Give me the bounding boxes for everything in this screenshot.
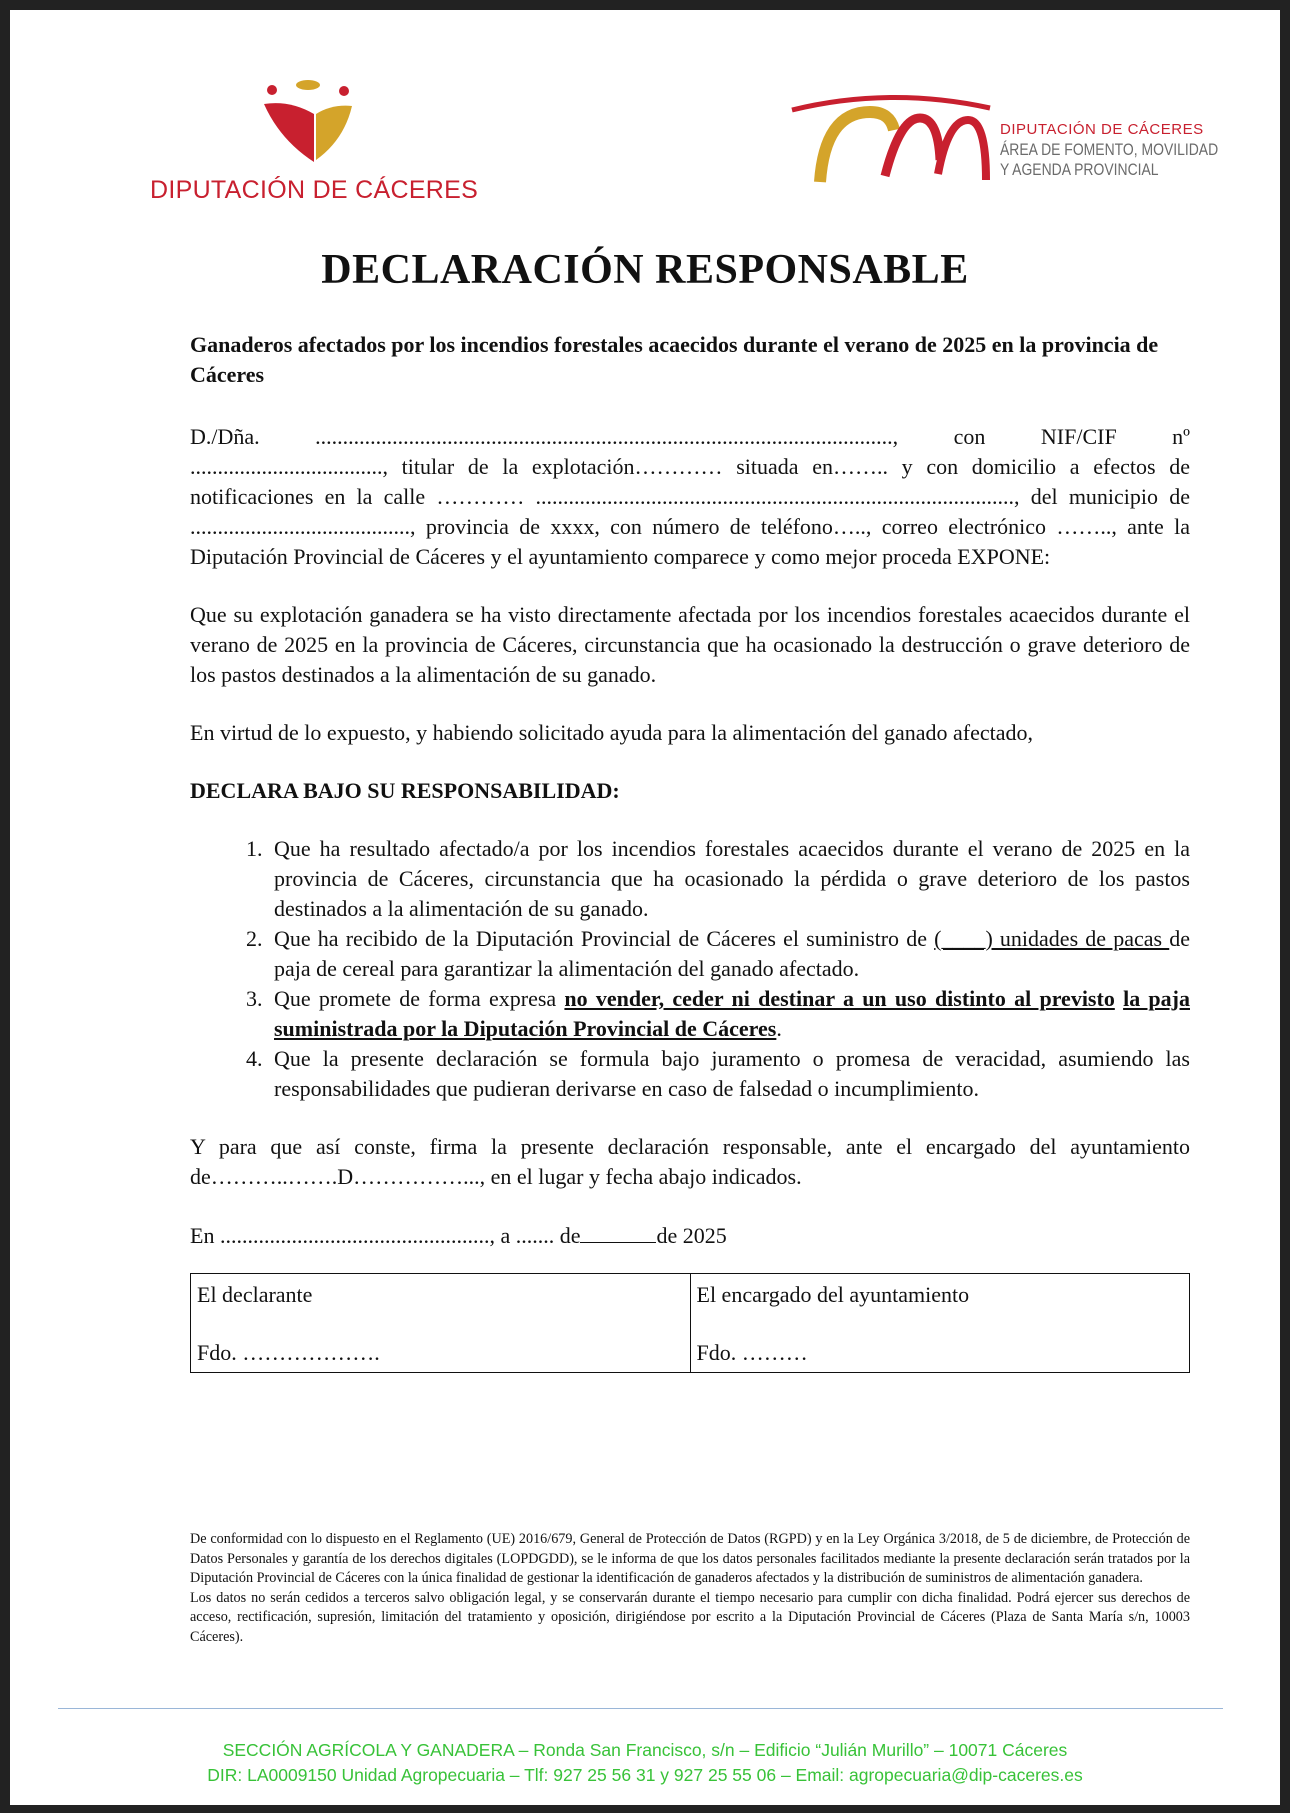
list-item <box>268 924 1190 984</box>
item-2-text-b: de paja de cereal para garantizar la alimentación del ganado afectado. <box>274 926 1190 981</box>
official-label: El encargado del ayuntamiento <box>696 1282 970 1307</box>
privacy-notice <box>190 1530 1190 1648</box>
expone-paragraph: Que su explotación ganadera se ha visto directamente afectada por los incendios forestales acaecidos durante el verano de 2025 en la provincia de Cáceres, circunstancia que ha ocasionado la destrucción o grave deterioro de los pastos destinados a la alimentación de su ganado. <box>190 602 1190 687</box>
document-page <box>10 10 1280 1805</box>
signature-cell-declarant[interactable] <box>191 1274 691 1373</box>
footer-line-1: SECCIÓN AGRÍCOLA Y GANADERA – Ronda San Francisco, s/n – Edificio “Julián Murillo” – 10071 Cáceres <box>222 1740 1068 1760</box>
place-date-prefix: En ................................................., a ....... de <box>190 1223 581 1248</box>
item-3-text-a: Que promete de forma expresa <box>274 986 565 1011</box>
item-4-text: Que la presente declaración se formula bajo juramento o promesa de veracidad, asumiendo las responsabilidades que pudieran derivarse en caso de falsedad o incumplimiento. <box>274 1046 1190 1101</box>
declaration-list <box>190 834 1190 1104</box>
logo-right-line2: ÁREA DE FOMENTO, MOVILIDAD <box>1000 140 1219 159</box>
item-2-text-a: Que ha recibido de la Diputación Provincial de Cáceres el suministro de <box>274 926 935 951</box>
intro-paragraph: D./Dña. ........................................................................................................., con NIF/CIF nº ..................................., titular de la explotación………… situada en…….. y con domicilio a efectos de notificaciones en la calle ………… ......................................................................................., del municipio de ........................................, provincia de xxxx, con número de teléfono….., correo electrónico …….., ante la Diputación Provincial de Cáceres y el ayuntamiento comparece y como mejor proceda EXPONE: <box>190 424 1190 569</box>
month-blank[interactable] <box>580 1220 656 1243</box>
diputacion-logo-icon <box>260 80 360 168</box>
list-item <box>268 1044 1190 1104</box>
signature-cell-official[interactable] <box>690 1274 1190 1373</box>
footer-line-2: DIR: LA0009150 Unidad Agropecuaria – Tlf: 927 25 56 31 y 927 25 55 06 – Email: agropecuaria@dip-caceres.es <box>207 1765 1083 1785</box>
official-signature-line: Fdo. ……… <box>696 1340 808 1365</box>
item-3-text-b: . <box>776 1016 782 1041</box>
area-fomento-logo <box>790 90 1219 200</box>
logo-right-text <box>1000 120 1266 180</box>
list-item <box>268 834 1190 924</box>
document-body <box>190 330 1190 1373</box>
item-3-emphasis-1: no vender, ceder ni destinar a un uso distinto al previsto <box>564 986 1115 1011</box>
privacy-paragraph-1: De conformidad con lo dispuesto en el Reglamento (UE) 2016/679, General de Protección de Datos (RGPD) y en la Ley Orgánica 3/2018, de 5 de diciembre, de Protección de Datos Personales y garantía de los derechos digitales (LOPDGDD), se le informa de que los datos personales facilitados mediante la presente declaración serán tratados por la Diputación Provincial de Cáceres con la única finalidad de gestionar la identificación de ganaderos afectados y la distribución de suministros de alimentación ganadera. <box>190 1531 1190 1587</box>
item-2-units: (____) unidades de pacas <box>934 926 1170 951</box>
item-1-text: Que ha resultado afectado/a por los incendios forestales acaecidos durante el verano de 2025 en la provincia de Cáceres, circunstancia que ha ocasionado la pérdida o grave deterioro de los pastos destinados a la alimentación de su ganado. <box>274 836 1190 921</box>
item-3-emphasis-2: la paja suministrada por la Diputación Provincial de Cáceres <box>274 986 1190 1041</box>
list-item <box>268 984 1190 1044</box>
item-3-space <box>1115 986 1123 1011</box>
page-footer <box>10 1738 1280 1788</box>
logo-right-line1: DIPUTACIÓN DE CÁCERES <box>1000 121 1204 138</box>
declarant-signature-line: Fdo. ………………. <box>197 1340 380 1365</box>
place-date-line <box>190 1220 1190 1251</box>
virtud-paragraph: En virtud de lo expuesto, y habiendo solicitado ayuda para la alimentación del ganado afectado, <box>190 720 1034 745</box>
declarant-label: El declarante <box>197 1282 313 1307</box>
conste-paragraph: Y para que así conste, firma la presente declaración responsable, ante el encargado del ayuntamiento de………..…….D……………..., en el lugar y fecha abajo indicados. <box>190 1134 1190 1189</box>
footer-divider <box>58 1708 1223 1709</box>
diputacion-logo <box>150 80 490 210</box>
signature-table <box>190 1273 1190 1373</box>
logo-left-text: DIPUTACIÓN DE CÁCERES <box>150 176 479 204</box>
arches-logo-icon <box>790 90 1000 190</box>
document-title: DECLARACIÓN RESPONSABLE <box>321 247 969 293</box>
declara-heading: DECLARA BAJO SU RESPONSABILIDAD: <box>190 778 620 803</box>
privacy-paragraph-2: Los datos no serán cedidos a terceros salvo obligación legal, y se conservarán durante el tiempo necesario para cumplir con dicha finalidad. Podrá ejercer sus derechos de acceso, rectificación, supresión, limitación del tratamiento y oposición, dirigiéndose por escrito a la Diputación Provincial de Cáceres (Plaza de Santa María s/n, 10003 Cáceres). <box>190 1589 1190 1645</box>
place-date-suffix: de 2025 <box>656 1223 727 1248</box>
document-subtitle: Ganaderos afectados por los incendios forestales acaecidos durante el verano de 2025 en la provincia de Cáceres <box>190 332 1159 387</box>
logo-right-line3: Y AGENDA PROVINCIAL <box>1000 160 1159 179</box>
